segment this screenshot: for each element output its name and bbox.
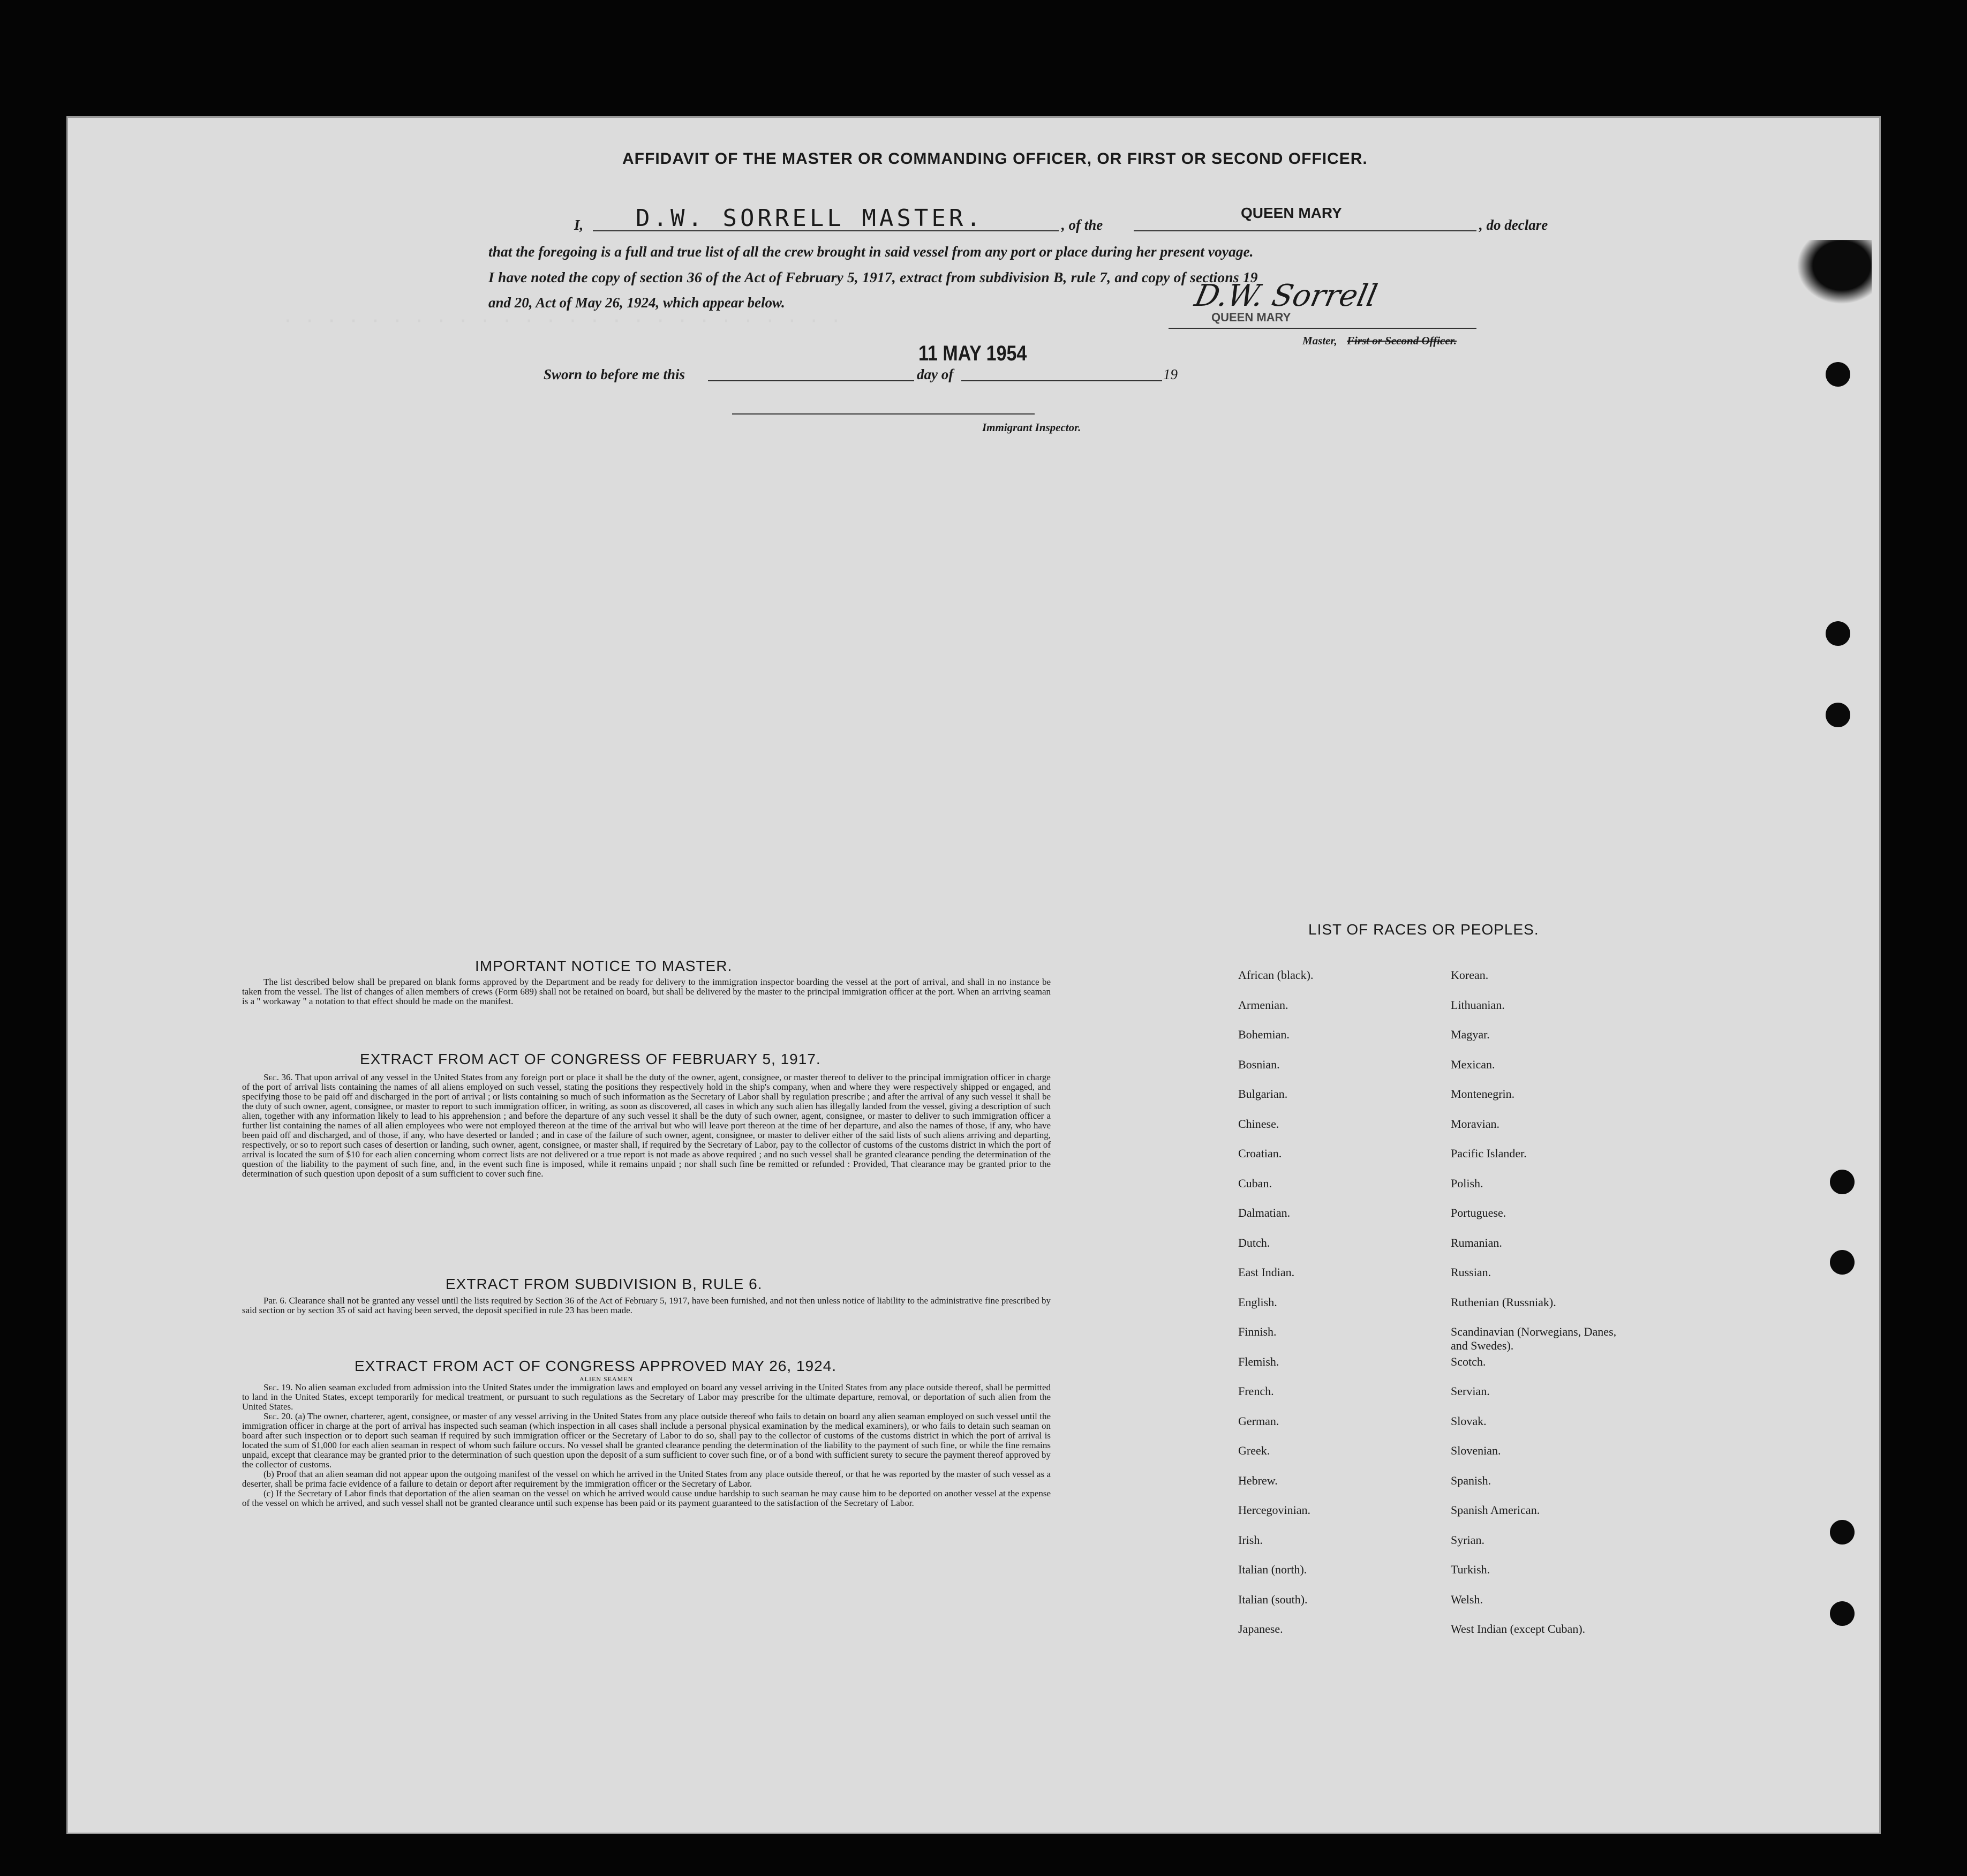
punch-hole (1826, 362, 1850, 387)
race-item: Spanish American. (1451, 1503, 1540, 1517)
signature-vessel-stamp: QUEEN MARY (1211, 311, 1291, 324)
races-left-column (1238, 968, 1313, 1652)
punch-hole (1830, 1250, 1855, 1275)
race-item: Russian. (1451, 1265, 1491, 1279)
race-item: Greek. (1238, 1444, 1270, 1457)
alien-seamen-subtitle: ALIEN SEAMEN (579, 1375, 634, 1383)
race-item: Bosnian. (1238, 1057, 1280, 1071)
race-item: Flemish. (1238, 1354, 1279, 1368)
extract-1917-body (242, 1073, 1051, 1179)
race-item: Servian. (1451, 1384, 1490, 1398)
race-item: Bulgarian. (1238, 1087, 1288, 1101)
sworn-label: Sworn to before me this (544, 366, 685, 382)
sworn-month-line (961, 380, 1162, 381)
race-item: Hebrew. (1238, 1473, 1278, 1487)
vessel-name-stamp: QUEEN MARY (1241, 205, 1342, 221)
race-item: Japanese. (1238, 1622, 1283, 1636)
affidavit-line-4: and 20, Act of May 26, 1924, which appear below. (488, 295, 785, 311)
race-item: West Indian (except Cuban). (1451, 1622, 1586, 1636)
par-6-label: Par. 6. (263, 1295, 287, 1306)
inspector-line (732, 413, 1035, 415)
sworn-day-line (708, 380, 914, 381)
extract-1924-body (242, 1383, 1051, 1508)
race-item: Italian (north). (1238, 1563, 1307, 1576)
race-item: Finnish. (1238, 1325, 1277, 1338)
race-item: German. (1238, 1414, 1279, 1428)
year-label: 19 (1163, 366, 1178, 382)
notice-text: The list described below shall be prepared on blank forms approved by the Department and be ready for delivery to the immigration inspector boarding the vessel at the port of arrival, and shall in no instance be taken from the vessel. The list of changes of alien members of crews (Form 689) shall not be retained on board, but shall be delivered by the master to the principal immigration officer at the port. When an arriving seaman is a " workaway " a notation to that effect should be made on the manifest. (242, 977, 1051, 1006)
affidavit-line-3: I have noted the copy of section 36 of the Act of February 5, 1917, extract from subdivision B, rule 7, and copy of sections 19 (488, 269, 1258, 285)
ink-blot (1797, 240, 1872, 304)
affidavit-intro: I, (574, 217, 584, 233)
race-item: Montenegrin. (1451, 1087, 1515, 1101)
race-item: Rumanian. (1451, 1235, 1502, 1249)
race-item: Mexican. (1451, 1057, 1495, 1071)
race-item: Bohemian. (1238, 1028, 1290, 1041)
race-item: Scotch. (1451, 1354, 1486, 1368)
sec-19-text: No alien seaman excluded from admission into the United States under the immigration laws and employed on board any vessel arriving in the United States from any place outside thereof, shall be permitted to land in the United States, except temporarily for medical treatment, or pursuant to such regulations as the Secretary of Labor may prescribe for the ultimate departure, removal, or deportation of such alien from the United States. (242, 1382, 1051, 1412)
race-item: Syrian. (1451, 1533, 1484, 1547)
extract-1924-title: EXTRACT FROM ACT OF CONGRESS APPROVED MAY 26, 1924. (355, 1358, 837, 1374)
race-item: East Indian. (1238, 1265, 1295, 1279)
vessel-line (1134, 230, 1476, 231)
punch-hole (1826, 703, 1850, 727)
race-item: Irish. (1238, 1533, 1263, 1547)
affidavit-line-2: that the foregoing is a full and true list of all the crew brought in said vessel from any port or place during her present voyage. (488, 243, 1254, 260)
master-name-handwritten: D.W. SORRELL MASTER. (636, 205, 984, 232)
race-item: Lithuanian. (1451, 998, 1505, 1012)
punch-hole (1826, 621, 1850, 646)
struck-officer-label: First or Second Officer. (1347, 334, 1457, 347)
subdivision-body (242, 1296, 1051, 1315)
races-right-column (1451, 968, 1627, 1652)
inspector-label: Immigrant Inspector. (982, 421, 1081, 434)
punch-hole (1830, 1601, 1855, 1626)
master-label: Master, (1302, 334, 1337, 347)
sec-36-label: Sec. 36. (263, 1072, 293, 1082)
race-item: English. (1238, 1295, 1277, 1309)
race-item: Spanish. (1451, 1473, 1491, 1487)
signature-line (1169, 328, 1476, 329)
date-stamp: 11 MAY 1954 (918, 342, 1027, 365)
extract-1917-title: EXTRACT FROM ACT OF CONGRESS OF FEBRUARY 5, 1917. (360, 1051, 821, 1067)
race-item: Hercegovinian. (1238, 1503, 1310, 1517)
race-item: Moravian. (1451, 1117, 1500, 1131)
races-title: LIST OF RACES OR PEOPLES. (1308, 921, 1539, 938)
race-item: Pacific Islander. (1451, 1147, 1527, 1160)
race-item: Welsh. (1451, 1592, 1483, 1606)
sec-19-label: Sec. 19. (263, 1382, 293, 1392)
punch-hole (1830, 1520, 1855, 1545)
of-the-label: , of the (1061, 217, 1103, 233)
master-signature: D.W. Sorrell (1192, 278, 1381, 313)
race-item: French. (1238, 1384, 1274, 1398)
document-page (68, 118, 1879, 1833)
race-item: African (black). (1238, 968, 1314, 982)
affidavit-title: AFFIDAVIT OF THE MASTER OR COMMANDING OFFICER, OR FIRST OR SECOND OFFICER. (622, 150, 1368, 168)
sec-20a-text: (a) The owner, charterer, agent, consignee, or master of any vessel arriving in the United States from any place outside thereof who fails to detain on board any alien seaman employed on such vessel until the immigration officer in charge at the port of arrival has inspected such seaman (which inspection in all cases shall include a personal physical examination by the medical examiners), or who fails to detain such seaman on board after such inspection or to deport such seaman if required by such immigration officer or the Secretary of Labor to do so, shall pay to the collector of customs of the customs district in which the port of arrival is located the sum of $1,000 for each alien seaman in respect of whom such failure occurs. No vessel shall be granted clearance pending the determination of the liability to the payment of such fine, or while the fine remains unpaid, except that clearance may be granted prior to the determination of such question upon the deposit of a sum sufficient to cover such fine, or of a bond with sufficient surety to secure the payment thereof approved by the collector of customs. (242, 1411, 1051, 1470)
race-item: Scandinavian (Norwegians, Danes, and Swedes). (1451, 1325, 1617, 1352)
bleed-through-texture: · · · · · · · · · · · · · · · · · · · · · · · · · · (282, 311, 841, 332)
race-item: Turkish. (1451, 1563, 1490, 1576)
punch-hole (1830, 1170, 1855, 1194)
race-item: Italian (south). (1238, 1592, 1308, 1606)
sec-20-label: Sec. 20. (263, 1411, 293, 1421)
race-item: Cuban. (1238, 1176, 1272, 1190)
race-item: Dalmatian. (1238, 1206, 1291, 1219)
race-item: Korean. (1451, 968, 1489, 982)
sec-36-text: That upon arrival of any vessel in the United States from any foreign port or place it shall be the duty of the owner, agent, consignee, or master thereof to deliver to the principal immigration officer in charge of the port of arrival lists containing the names of all aliens employed on such vessel, stating the positions they respectively hold in the ship's company, when and where they were respectively shipped or engaged, and specifying those to be paid off and discharged in the port of arrival ; or lists containing so much of such information as the Secretary of Labor shall by regulation prescribe ; and after the arrival of any such vessel it shall be the duty of such owner, agent, consignee, or master to report to such immigration officer, in writing, as soon as discovered, all cases in which any such alien has illegally landed from the vessel, giving a description of such alien, together with any information likely to lead to his apprehension ; and before the departure of any such vessel it shall be the duty of such owner, agent, consignee, or master to deliver to such immigration officer a further list containing the names of all alien employees who were not employed thereon at the time of the arrival but who will leave port thereon at the time of her departure, and also the names of those, if any, who have been paid off and discharged, and of those, if any, who have deserted or landed ; and in case of the failure of such owner, agent, consignee, or master to deliver either of the said lists of such aliens arriving and departing, respectively, or so to report such cases of desertion or landing, such owner, agent, consignee, or master shall, if required by the Secretary of Labor, pay to the collector of customs of the customs district in which the port of arrival is located the sum of $10 for each alien concerning whom correct lists are not delivered or a true report is not made as above required ; and no such vessel shall be granted clearance pending the determination of the question of the liability to the payment of such fine, and, in the event such fine is imposed, while it remains unpaid ; nor shall such fine be remitted or refunded : Provided, That clearance may be granted prior to the determination of such question upon deposit of a sum sufficient to cover such fine. (242, 1072, 1051, 1179)
race-item: Armenian. (1238, 998, 1288, 1012)
race-item: Portuguese. (1451, 1206, 1506, 1219)
do-declare-label: , do declare (1479, 217, 1548, 233)
race-item: Ruthenian (Russniak). (1451, 1295, 1556, 1309)
day-of-label: day of (917, 366, 954, 382)
race-item: Slovenian. (1451, 1444, 1501, 1457)
race-item: Croatian. (1238, 1147, 1282, 1160)
sec-20b-text: (b) Proof that an alien seaman did not appear upon the outgoing manifest of the vessel on which he arrived in the United States from any place outside thereof, or that he was reported by the master of such vessel as a deserter, shall be prima facie evidence of a failure to detain or deport after requirement by the immigration officer or the Secretary of Labor. (242, 1469, 1051, 1489)
race-item: Slovak. (1451, 1414, 1487, 1428)
race-item: Polish. (1451, 1176, 1483, 1190)
subdivision-title: EXTRACT FROM SUBDIVISION B, RULE 6. (446, 1276, 763, 1292)
sec-20c-text: (c) If the Secretary of Labor finds that deportation of the alien seaman on the vessel on which he arrived would cause undue hardship to such seaman he may cause him to be deported on another vessel at the expense of the vessel on which he arrived, and such vessel shall not be granted clearance until such expense has been paid or its payment guaranteed to the satisfaction of the Secretary of Labor. (242, 1488, 1051, 1508)
race-item: Dutch. (1238, 1235, 1270, 1249)
race-item: Chinese. (1238, 1117, 1279, 1131)
race-item: Magyar. (1451, 1028, 1490, 1041)
notice-title: IMPORTANT NOTICE TO MASTER. (475, 958, 733, 974)
par-6-text: Clearance shall not be granted any vessel until the lists required by Section 36 of the Act of February 5, 1917, have been furnished, and not then unless notice of liability to the administrative fine prescribed by said section or by section 35 of said act having been served, the deposit specified in rule 23 has been made. (242, 1295, 1051, 1315)
